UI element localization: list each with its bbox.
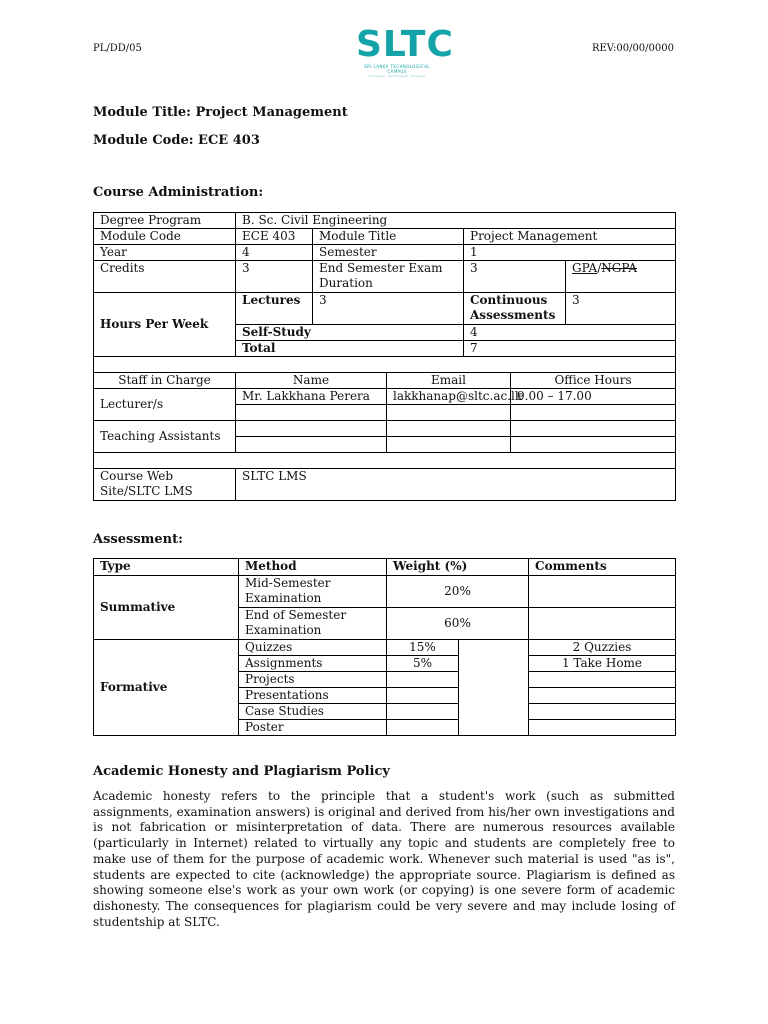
- cell-value: 3: [566, 293, 676, 325]
- cell-label: Module Title: [313, 229, 464, 245]
- lecturer-office-hours: 9.00 – 17.00: [511, 389, 676, 405]
- column-header: Weight (%): [387, 559, 529, 576]
- cell-label: Degree Program: [94, 213, 236, 229]
- table-row: [94, 640, 676, 656]
- table-row: [94, 213, 676, 229]
- cell-label: End Semester Exam Duration: [313, 261, 464, 293]
- cell-label: Module Code: [94, 229, 236, 245]
- empty-cell: [236, 437, 387, 453]
- method-cell: End of Semester Examination: [239, 608, 387, 640]
- comment-cell: [529, 720, 676, 736]
- comment-cell: [529, 688, 676, 704]
- empty-cell: [236, 405, 387, 421]
- course-web-value: SLTC LMS: [236, 469, 676, 501]
- method-cell: Mid-Semester Examination: [239, 576, 387, 608]
- cell-value: B. Sc. Civil Engineering: [236, 213, 676, 229]
- table-row: [94, 453, 676, 469]
- comment-cell: [529, 704, 676, 720]
- table-row: [94, 559, 676, 576]
- empty-cell: [236, 421, 387, 437]
- policy-text: Academic honesty refers to the principle that a student's work (such as submitted assignments, examination answers) is original and derived from his/her own investigations and is not fabrication or misinterpretation of data. There are numerous resources available (particularly in Internet) related to virtually any topic and students are completely free to make use of them for the purpose of academic work. Whenever such material is used "as is", students are expected to cite (acknowledge) the appropriate source. Plagiarism is defined as showing someone else's work as your own work (or copying) is one severe form of academic dishonesty. The consequences for plagiarism could be very severe and may include losing of studentship at SLTC.: [93, 789, 675, 929]
- cell-value: 7: [464, 341, 676, 357]
- sltc-logo: [356, 24, 454, 80]
- table-row: [94, 245, 676, 261]
- merged-blank-cell: [459, 640, 529, 736]
- method-cell: Projects: [239, 672, 387, 688]
- assessment-table: [93, 558, 676, 736]
- summative-label: Summative: [94, 576, 239, 640]
- method-cell: Poster: [239, 720, 387, 736]
- weight-cell: [387, 672, 459, 688]
- cell-value: 4: [464, 325, 676, 341]
- table-row: [94, 373, 676, 389]
- lecturer-name: Mr. Lakkhana Perera: [236, 389, 387, 405]
- comment-cell: 2 Quzzies: [529, 640, 676, 656]
- table-row: [94, 293, 676, 325]
- cell-label: Semester: [313, 245, 464, 261]
- weight-cell: [387, 720, 459, 736]
- gpa-cell: [566, 261, 676, 293]
- policy-heading: Academic Honesty and Plagiarism Policy: [93, 764, 390, 779]
- cell-value: 3: [313, 293, 464, 325]
- column-header: Name: [236, 373, 387, 389]
- empty-cell: [387, 421, 511, 437]
- teaching-assistants-label: Teaching Assistants: [94, 421, 236, 453]
- course-administration-heading: Course Administration:: [93, 185, 264, 200]
- table-row: [94, 421, 676, 437]
- column-header: Office Hours: [511, 373, 676, 389]
- comment-cell: [529, 608, 676, 640]
- method-cell: Case Studies: [239, 704, 387, 720]
- formative-label: Formative: [94, 640, 239, 736]
- lecturer-email: lakkhanap@sltc.ac.lk: [387, 389, 511, 405]
- weight-cell: 15%: [387, 640, 459, 656]
- spacer-cell: [94, 453, 676, 469]
- empty-cell: [511, 437, 676, 453]
- cell-label: Self-Study: [236, 325, 464, 341]
- hours-per-week-label: Hours Per Week: [94, 293, 236, 357]
- column-header: Comments: [529, 559, 676, 576]
- module-code: Module Code: ECE 403: [93, 133, 260, 148]
- module-title: Module Title: Project Management: [93, 105, 348, 120]
- table-row: [94, 469, 676, 501]
- weight-cell: 20%: [387, 576, 529, 608]
- table-row: [94, 357, 676, 373]
- cell-label: Year: [94, 245, 236, 261]
- empty-cell: [387, 405, 511, 421]
- column-header: Method: [239, 559, 387, 576]
- assessment-heading: Assessment:: [93, 532, 183, 547]
- spacer-cell: [94, 357, 676, 373]
- empty-cell: [511, 405, 676, 421]
- table-row: [94, 261, 676, 293]
- lecturer-label: Lecturer/s: [94, 389, 236, 421]
- table-row: [94, 389, 676, 405]
- cell-value: 4: [236, 245, 313, 261]
- comment-cell: 1 Take Home: [529, 656, 676, 672]
- weight-cell: [387, 704, 459, 720]
- gpa-label: GPA: [572, 261, 598, 275]
- comment-cell: [529, 672, 676, 688]
- method-cell: Presentations: [239, 688, 387, 704]
- ngpa-label: NGPA: [601, 261, 638, 275]
- logo-text: SLTC: [356, 24, 454, 65]
- gpa-separator: /: [597, 261, 602, 275]
- logo-subtitle: SRI LANKA TECHNOLOGICAL CAMPUS: [364, 64, 430, 74]
- method-cell: Assignments: [239, 656, 387, 672]
- course-web-label: Course Web Site/SLTC LMS: [94, 469, 236, 501]
- cell-value: ECE 403: [236, 229, 313, 245]
- weight-cell: 5%: [387, 656, 459, 672]
- cell-label: Credits: [94, 261, 236, 293]
- revision-number: REV:00/00/0000: [591, 43, 674, 54]
- empty-cell: [387, 437, 511, 453]
- comment-cell: [529, 576, 676, 608]
- document-code: PL/DD/05: [93, 43, 142, 54]
- cell-value: 3: [464, 261, 566, 293]
- course-administration-table: [93, 212, 676, 501]
- cell-value: 3: [236, 261, 313, 293]
- table-row: [94, 229, 676, 245]
- weight-cell: [387, 688, 459, 704]
- column-header: Type: [94, 559, 239, 576]
- table-row: [94, 576, 676, 608]
- column-header: Email: [387, 373, 511, 389]
- logo-tagline: Innovative · Technological · Universal: [369, 74, 425, 78]
- method-cell: Quizzes: [239, 640, 387, 656]
- cell-label: Total: [236, 341, 464, 357]
- cell-label: Lectures: [236, 293, 313, 325]
- cell-value: 1: [464, 245, 676, 261]
- empty-cell: [511, 421, 676, 437]
- column-header: Staff in Charge: [94, 373, 236, 389]
- cell-value: Project Management: [464, 229, 676, 245]
- cell-label: Continuous Assessments: [464, 293, 566, 325]
- weight-cell: 60%: [387, 608, 529, 640]
